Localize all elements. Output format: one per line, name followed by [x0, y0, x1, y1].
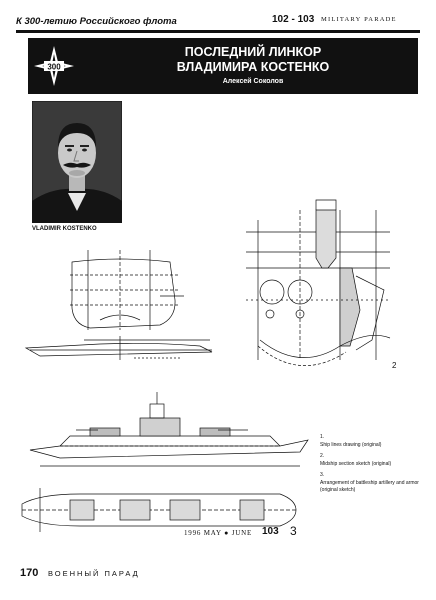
arrangement-side-view	[22, 392, 308, 532]
figure-number: 3	[290, 524, 297, 538]
footer-page-number: 170	[20, 567, 39, 579]
section-title: К 300-летию Российского флота	[16, 16, 177, 27]
header-page-numbers: 102 - 103	[272, 14, 315, 25]
legend-3-text: Arrangement of battleship artillery and armor (original sketch)	[320, 479, 419, 493]
header-magazine-name: MILITARY PARADE	[321, 16, 397, 23]
legend-1-text: Ship lines drawing (original)	[320, 441, 382, 448]
legend-2-number: 2.	[320, 453, 325, 459]
svg-text:300: 300	[47, 62, 61, 72]
portrait-caption: VLADIMIR KOSTENKO	[32, 226, 97, 232]
legend-1-number: 1.	[320, 434, 325, 440]
footer-magazine-name: ВОЕННЫЙ ПАРАД	[48, 569, 140, 578]
ship-lines-drawing	[26, 250, 212, 360]
article-title-line-2: ВЛАДИМИРА КОСТЕНКО	[176, 60, 330, 74]
article-author: Алексей Соколов	[222, 78, 284, 85]
issue-date: 1996 MAY ● JUNE	[184, 529, 253, 537]
inner-page-number: 103	[262, 526, 279, 537]
legend-2-text: Midship section sketch (original)	[320, 460, 392, 467]
legend-3-number: 3.	[320, 472, 325, 478]
article-title-line-1: ПОСЛЕДНИЙ ЛИНКОР	[184, 45, 322, 59]
figure-legend	[320, 430, 420, 495]
midship-section-sketch	[246, 200, 397, 370]
svg-text:2: 2	[392, 361, 397, 370]
